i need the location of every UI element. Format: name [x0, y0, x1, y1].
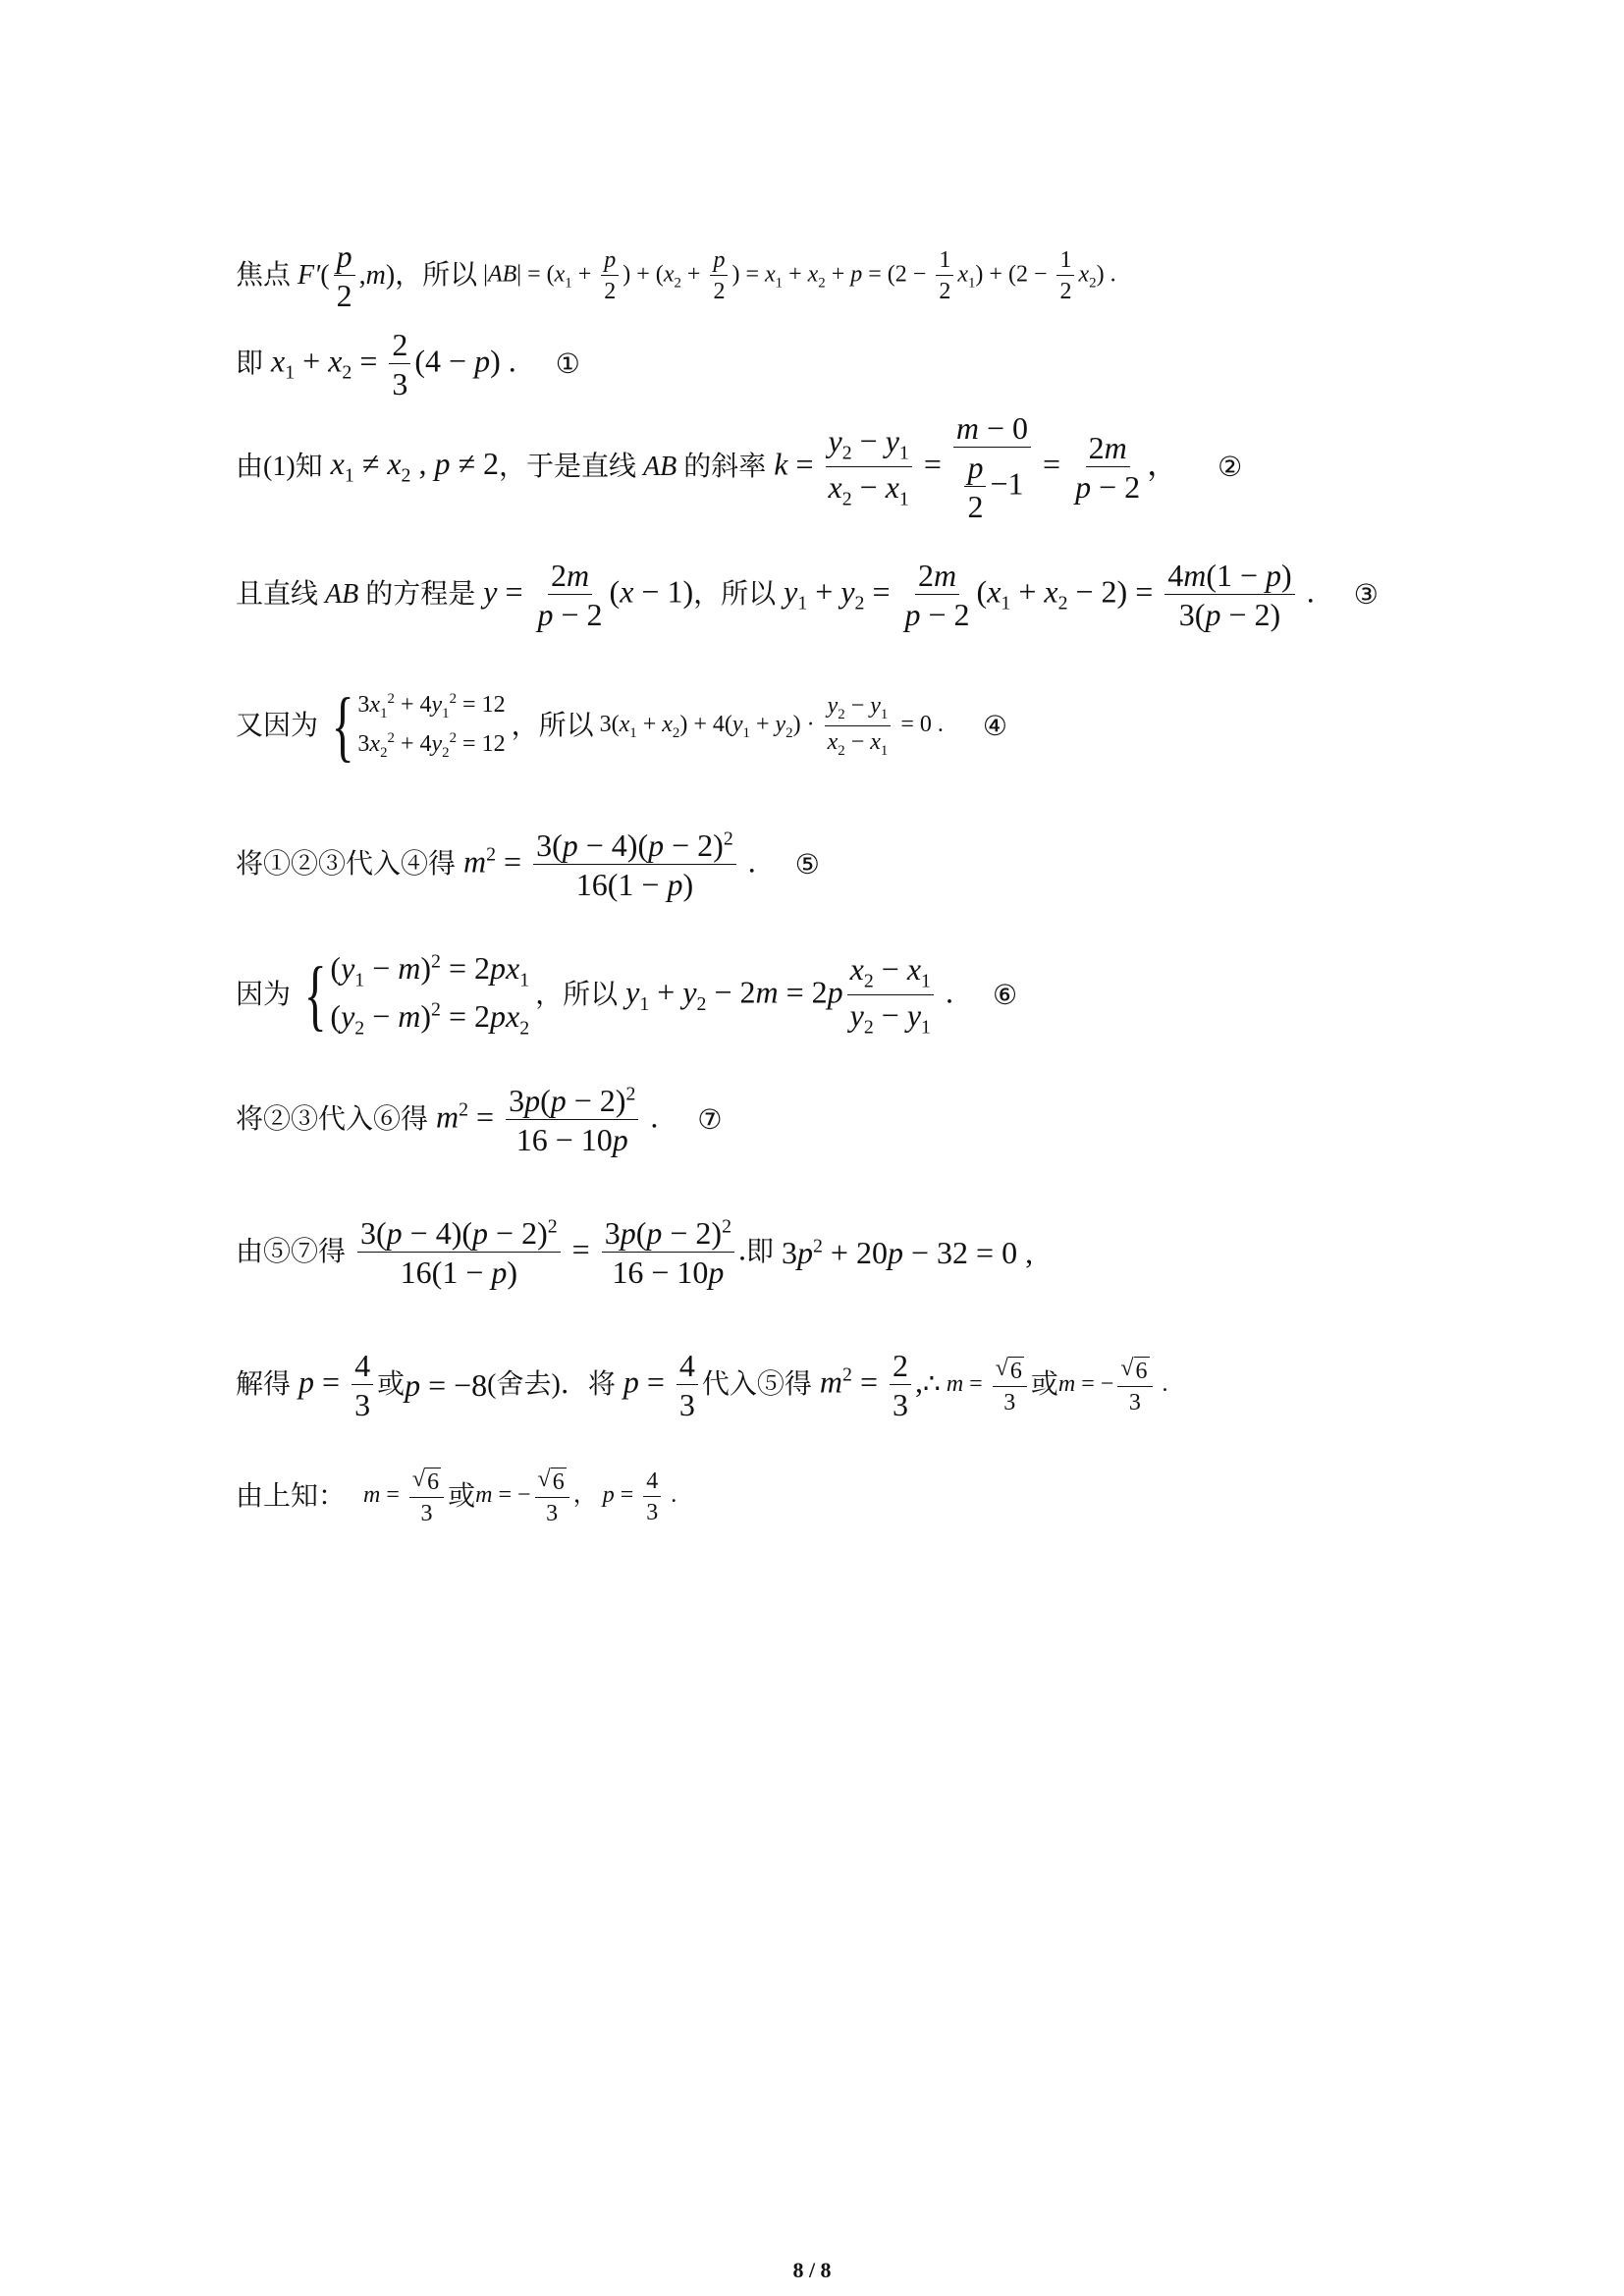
text-slope2: 的斜率 [683, 452, 767, 482]
text-sub3: 代入⑤得 [701, 1369, 812, 1400]
line-1: 焦点 F′ ( $\frac{p}{2}$ , m )， 所以 $|AB| = (x_1$ + $\frac{p}{2}$ ) + ($x_2$ + $\frac{p}{2}$ ) = $x_1 + x_2 + p = (2$ − $\frac{1}{2}$ $x_1) + (2$ − $\frac{1}{2}$ $x_2$) . [236, 239, 1116, 313]
text-or-2: 或 [448, 1480, 476, 1512]
text-ji-2: 即 [745, 1237, 774, 1267]
line-7: 因为 { $(y_1 - m)^2 = 2px_1$ $(y_2 - m)^2 = 2px_2$ ， 所以 $y_1 + y_2 - 2m = 2p$ $\frac{x_2 - x_1}{y_2 - y_1}$ . ⑥ [236, 950, 1018, 1040]
line-4: 且直线 AB 的方程是 y = $\frac{2m}{p - 2}$ (x − 1) ， 所以 $y_1 + y_2$ = $\frac{2m}{p - 2}$ $(x_1 + x_2 - 2)$ = $\frac{4m(1 - p)}{3(p - 2)}$ . ③ [236, 558, 1379, 632]
text-discard: (舍去) [487, 1369, 561, 1400]
text-so-4: 所以 [563, 980, 619, 1011]
page-number: 8 / 8 [792, 2258, 832, 2282]
text-or-p: 或 [377, 1369, 406, 1400]
text-ji: 即 [236, 348, 264, 379]
equation-marker-1: ① [555, 347, 580, 380]
text-focus: 焦点 [236, 260, 292, 291]
text-from1: 由(1)知 [236, 452, 323, 482]
text-sub2: 将②③代入⑥得 [236, 1104, 429, 1135]
line-3: 由(1)知 $x_1 \ne x_2$ , p ≠ 2 ， 于是直线 AB 的斜率 k = $\frac{y_2 - y_1}{x_2 - x_1}$ = m − 0 $\frac{p}{2}$ −1 = $\frac{2m}{p - 2}$ ， ② [236, 410, 1243, 524]
text-slope: 于是直线 [526, 452, 637, 482]
text-so-2: 所以 [721, 579, 777, 610]
text-so-3: 所以 [538, 711, 594, 741]
line-6: 将①②③代入④得 $m^2$ = $\frac{3(p - 4)(p - 2)^2}{16(1 - p)}$ . ⑤ [236, 828, 820, 902]
line-11: 由上知： m = √ 6 3 或 m = − √ 6 3 ， p = $\frac{4}{3}$ . [236, 1467, 677, 1526]
text-conclusion: 由上知： [236, 1480, 347, 1512]
line-2: 即 $x_1 + x_2$ = $\frac{2}{3}$ (4 − p) . ① [236, 327, 580, 401]
text-sub1: 将①②③代入④得 [236, 849, 457, 880]
text-or: 或 [1030, 1369, 1058, 1400]
equation-marker-2: ② [1218, 451, 1243, 483]
text-because: 因为 [236, 980, 292, 1011]
text-jiang: 将 [587, 1369, 616, 1400]
system-parabola: { $(y_1 - m)^2 = 2px_1$ $(y_2 - m)^2 = 2px_2$ [303, 950, 530, 1040]
equation-marker-5: ⑤ [794, 848, 820, 881]
equation-marker-3: ③ [1353, 578, 1379, 611]
text-eq-is: 的方程是 [365, 579, 476, 610]
text-solve: 解得 [236, 1369, 292, 1400]
system-ellipse: { $3x_1^2 + 4y_1^2 = 12$ $3x_2^2 + 4y_2^2 = 12$ [331, 683, 506, 770]
text-therefore: ∴ [923, 1369, 941, 1400]
text-from57: 由⑤⑦得 [236, 1237, 347, 1267]
equation-marker-7: ⑦ [697, 1103, 723, 1136]
text-also: 又因为 [236, 711, 319, 741]
line-5: 又因为 { $3x_1^2 + 4y_1^2 = 12$ $3x_2^2 + 4y_2^2 = 12$ ， 所以 $3(x_1 + x_2) + 4(y_1 + y_2)$ · $\frac{y_2 - y_1}{x_2 - x_1}$ = 0 . ④ [236, 683, 1007, 770]
line-8: 将②③代入⑥得 $m^2$ = $\frac{3p(p - 2)^2}{16 - 10p}$ . ⑦ [236, 1083, 723, 1157]
text-and-line: 且直线 [236, 579, 319, 610]
equation-marker-4: ④ [982, 710, 1007, 742]
line-9: 由⑤⑦得 $\frac{3(p - 4)(p - 2)^2}{16(1 - p)}$ = $\frac{3p(p - 2)^2}{16 - 10p}$ . 即 $3p^2 + 20p - 32 = 0$ , [236, 1215, 1034, 1290]
line-10: 解得 p = $\frac{4}{3}$ 或 p = −8 (舍去) ． 将 p = $\frac{4}{3}$ 代入⑤得 $m^2$ = $\frac{2}{3}$ , ∴ m = √ 6 3 或 m = − √ 6 3 . [236, 1348, 1168, 1422]
text-so: 所以 [422, 260, 478, 291]
equation-marker-6: ⑥ [992, 979, 1018, 1012]
